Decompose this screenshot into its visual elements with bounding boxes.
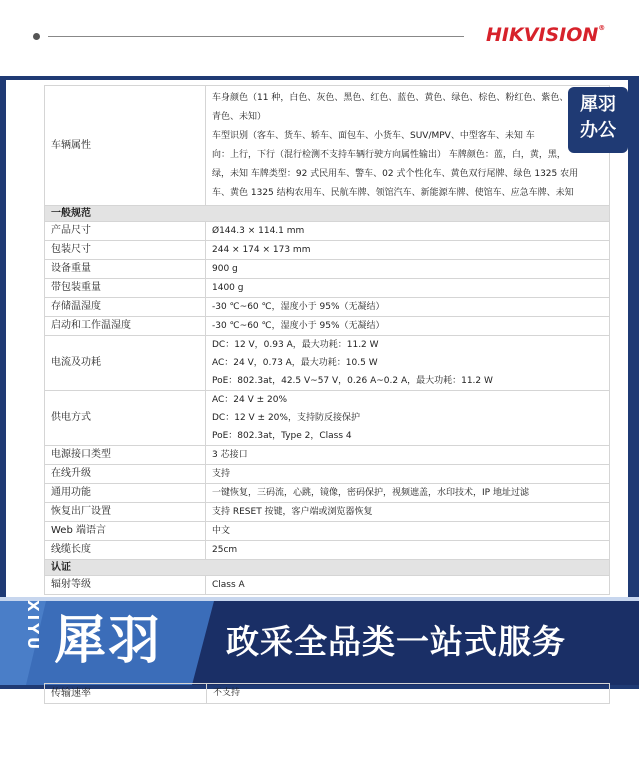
row-label: 启动和工作温湿度 — [45, 317, 206, 336]
text-line: PoE：802.3at，42.5 V~57 V，0.26 A~0.2 A，最大功耗：11.2 W — [212, 376, 493, 386]
sticker-line: 办公 — [580, 120, 616, 141]
table-row — [45, 317, 610, 336]
text-line: DC：12 V，0.93 A，最大功耗：11.2 W — [212, 340, 379, 350]
text-line: 青色、未知） — [212, 112, 267, 122]
row-value: 3 芯接口 — [206, 446, 610, 465]
row-value: Class A — [206, 576, 610, 595]
text-line: DC：12 V ± 20%，支持防反接保护 — [212, 413, 360, 423]
table-row — [45, 541, 610, 560]
banner-slogan: 政采全品类一站式服务 — [226, 622, 566, 661]
row-value: -30 ℃~60 ℃，湿度小于 95%（无凝结） — [206, 317, 610, 336]
table-row — [45, 279, 610, 298]
text-line: AC：24 V ± 20% — [212, 395, 288, 405]
text-line: 车、黄色 1325 结构农用车、民航车牌、领馆汽车、新能源车牌、使馆车、应急车牌、未知 — [212, 188, 574, 198]
table-row — [45, 222, 610, 241]
row-value: -30 ℃~60 ℃，湿度小于 95%（无凝结） — [206, 298, 610, 317]
row-label: 供电方式 — [45, 391, 206, 446]
row-label: Web 端语言 — [45, 522, 206, 541]
text-line: AC：24 V，0.73 A，最大功耗：10.5 W — [212, 358, 378, 368]
row-label: 在线升级 — [45, 465, 206, 484]
row-label: 恢复出厂设置 — [45, 503, 206, 522]
table-row — [45, 503, 610, 522]
row-value: Ø144.3 × 114.1 mm — [206, 222, 610, 241]
table-row — [45, 241, 610, 260]
row-value: 25cm — [206, 541, 610, 560]
spec-table — [44, 85, 610, 595]
xiyu-office-sticker — [568, 87, 628, 153]
banner-brand-name: 犀羽 — [54, 611, 163, 671]
row-label: 通用功能 — [45, 484, 206, 503]
header-rule — [48, 36, 464, 37]
row-label: 传输速率 — [45, 684, 207, 704]
tail-table — [44, 683, 610, 704]
row-label: 电流及功耗 — [45, 336, 206, 391]
row-value: 900 g — [206, 260, 610, 279]
table-row — [45, 684, 610, 704]
text-line: 车身颜色（11 种，白色、灰色、黑色、红色、蓝色、黄色、绿色、棕色、粉红色、紫色、 — [212, 93, 569, 103]
sticker-line: 犀羽 — [580, 94, 616, 115]
hikvision-logo: HIKVISION® — [486, 24, 606, 46]
row-label: 设备重量 — [45, 260, 206, 279]
text-line: 绿，未知 车牌类型：92 式民用车、警车、02 式个性化车、黄色双行尾牌、绿色 1325 农用 — [212, 169, 579, 179]
table-row — [45, 576, 610, 595]
row-value: 支持 RESET 按键，客户端或浏览器恢复 — [206, 503, 610, 522]
table-row — [45, 86, 610, 206]
table-row — [45, 465, 610, 484]
row-value: 不支持 — [207, 684, 610, 704]
section-header — [45, 560, 610, 576]
vehicle-attribute-values — [206, 86, 610, 206]
row-value: 1400 g — [206, 279, 610, 298]
row-label: 产品尺寸 — [45, 222, 206, 241]
table-row — [45, 484, 610, 503]
table-row — [45, 391, 610, 446]
text-line: PoE：802.3at，Type 2，Class 4 — [212, 431, 352, 441]
row-label: 电源接口类型 — [45, 446, 206, 465]
row-label: 辐射等级 — [45, 576, 206, 595]
row-label: 带包装重量 — [45, 279, 206, 298]
section-header — [45, 206, 610, 222]
section-title: 一般规范 — [45, 206, 610, 222]
text-line: 车型识别（客车、货车、轿车、面包车、小货车、SUV/MPV、中型客车、未知 车 — [212, 131, 535, 141]
table-row — [45, 522, 610, 541]
row-value — [206, 391, 610, 446]
table-row — [45, 336, 610, 391]
row-label: 车辆属性 — [45, 86, 206, 206]
row-value: 244 × 174 × 173 mm — [206, 241, 610, 260]
row-label: 包装尺寸 — [45, 241, 206, 260]
banner-pinyin: XIYU — [24, 600, 42, 653]
table-row — [45, 260, 610, 279]
table-row — [45, 298, 610, 317]
table-row — [45, 446, 610, 465]
section-title: 认证 — [45, 560, 610, 576]
row-value — [206, 336, 610, 391]
text-line: 向：上行，下行（混行检测不支持车辆行驶方向属性输出） 车牌颜色：蓝，白，黄，黑， — [212, 150, 566, 160]
bullet-dot — [33, 33, 40, 40]
page-header — [0, 0, 639, 78]
row-label: 存储温湿度 — [45, 298, 206, 317]
row-value: 一键恢复，三码流，心跳，镜像，密码保护，视频遮盖，水印技术，IP 地址过滤 — [206, 484, 610, 503]
row-label: 线缆长度 — [45, 541, 206, 560]
row-value: 中文 — [206, 522, 610, 541]
row-value: 支持 — [206, 465, 610, 484]
